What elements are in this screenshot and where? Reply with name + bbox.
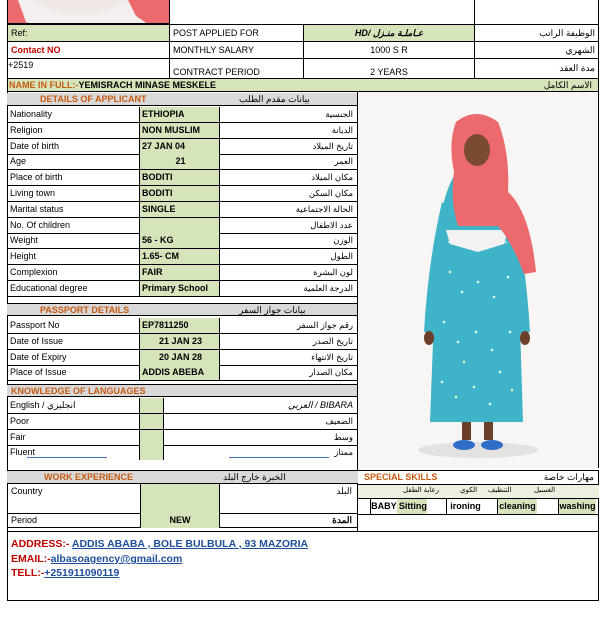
tel-link[interactable]: +251911090119 <box>44 567 120 579</box>
applicant-row-label: Date of birth <box>7 139 140 154</box>
passport-row <box>7 350 357 366</box>
contact-label: Contact NO <box>7 41 170 59</box>
skill-item: washing <box>558 499 596 514</box>
applicant-row <box>7 186 357 202</box>
email-link[interactable]: albasoagency@gmail.com <box>50 553 183 565</box>
address-value[interactable]: ADDIS ABABA , BOLE BULBULA , 93 MAZORIA <box>71 538 309 550</box>
contract-value: 2 YEARS <box>303 58 475 79</box>
applicant-row <box>7 202 357 218</box>
skill-ar-label: التنظيف <box>488 487 512 494</box>
language-row-cell <box>140 430 164 445</box>
applicant-row-label: Marital status <box>7 202 140 217</box>
work-title: WORK EXPERIENCE <box>44 472 134 482</box>
name-bar <box>7 78 599 92</box>
language-row-ar: وسط <box>333 431 353 442</box>
applicant-row-value <box>140 218 220 233</box>
address-label: ADDRESS:- <box>11 538 70 550</box>
applicant-row <box>7 233 357 249</box>
applicant-row-label: Living town <box>7 186 140 201</box>
contract-label: CONTRACT PERIOD <box>169 58 304 79</box>
applicant-row-ar: مكان السكن <box>308 188 353 198</box>
passport-row <box>7 318 357 334</box>
email-line <box>11 553 182 565</box>
language-english-label: English / انجليزي <box>7 398 140 413</box>
language-row-label: Poor <box>7 414 140 429</box>
language-row-label: Fair <box>7 430 140 445</box>
top-photo-frame <box>7 0 170 24</box>
email-label: EMAIL:- <box>11 553 51 565</box>
work-title-ar: الخبرة خارج البلد <box>223 472 286 482</box>
fluent-underline-right <box>229 457 329 458</box>
passport-row-ar: رقم جواز السفر <box>296 320 353 330</box>
post-ar: الوظيفة الراتب <box>474 24 599 42</box>
language-row-cell <box>140 414 164 429</box>
applicant-row-label: Educational degree <box>7 281 140 296</box>
passport-row-label: Date of Issue <box>7 334 140 349</box>
contract-ar: مدة العقد <box>474 58 599 79</box>
language-row-label: Fluent <box>7 445 140 460</box>
applicant-row-ar: الوزن <box>333 235 353 246</box>
applicant-row <box>7 170 357 186</box>
applicant-photo <box>358 92 599 468</box>
post-label: POST APPLIED FOR <box>169 24 304 42</box>
tel-label: TELL:- <box>11 567 45 579</box>
work-period-label: Period <box>11 515 38 525</box>
applicant-section-header <box>7 93 357 106</box>
applicant-row-value: 56 - KG <box>140 233 220 248</box>
applicant-row <box>7 218 357 234</box>
applicant-row-ar: العمر <box>334 156 353 167</box>
applicant-row <box>7 107 357 123</box>
salary-ar: الشهري <box>474 41 599 59</box>
phone-prefix: +2519 <box>7 58 170 79</box>
top-photo-image <box>8 0 170 24</box>
skills-title-ar: مهارات خاصة <box>543 472 594 482</box>
applicant-row-label: No. Of children <box>7 218 140 233</box>
applicant-row <box>7 154 357 170</box>
ref-label: Ref: <box>7 24 170 42</box>
passport-row-value: EP7811250 <box>140 318 220 333</box>
work-period-ar: المدة <box>332 515 352 525</box>
work-country-cell <box>140 484 220 499</box>
passport-row-label: Place of Issue <box>7 365 140 380</box>
passport-row-value: ADDIS ABEBA <box>140 365 220 380</box>
work-country-label: Country <box>11 486 43 496</box>
languages-section-header <box>7 384 357 397</box>
applicant-row-label: Nationality <box>7 107 140 122</box>
applicant-row <box>7 123 357 139</box>
applicant-row-label: Complexion <box>7 265 140 280</box>
passport-title: PASSPORT DETAILS <box>40 305 130 315</box>
skills-title: SPECIAL SKILLS <box>364 472 438 482</box>
applicant-row-ar: الطول <box>330 251 353 262</box>
language-row-cell <box>140 445 164 460</box>
applicant-row-ar: عدد الاطفال <box>310 219 353 230</box>
skill-ar-label: الكوي <box>460 487 478 494</box>
work-blank-cell <box>140 499 220 514</box>
tel-line <box>11 567 119 579</box>
passport-row <box>7 334 357 350</box>
applicant-row-label: Age <box>7 154 140 169</box>
applicant-row-value: SINGLE <box>140 202 220 217</box>
skill-item: cleaning <box>497 499 537 514</box>
applicant-row-label: Weight <box>7 233 140 248</box>
salary-label: MONTHLY SALARY <box>169 41 304 59</box>
language-english-cell <box>140 398 164 413</box>
applicant-row-ar: لون البشرة <box>313 267 353 277</box>
skill-ar-label: رعاية الطفل <box>403 487 439 494</box>
applicant-row <box>7 249 357 265</box>
work-section-header <box>7 470 358 484</box>
language-row <box>7 414 357 430</box>
applicant-row-label: Religion <box>7 123 140 138</box>
address-line <box>11 538 308 550</box>
applicant-row-value: BODITI <box>140 186 220 201</box>
language-row <box>7 430 357 446</box>
skill-item: BABY Sitting <box>370 499 427 514</box>
language-row-ar: الضعيف <box>325 416 353 426</box>
language-row <box>7 445 357 461</box>
applicant-row <box>7 139 357 155</box>
work-country-ar: البلد <box>336 486 352 496</box>
applicant-row-ar: الدرجة العلمية <box>303 282 353 293</box>
applicant-row-value: 21 <box>140 154 220 169</box>
applicant-title: DETAILS OF APPLICANT <box>40 94 147 104</box>
language-arabic-label: العربي / BIBARA <box>287 400 353 410</box>
name-ar: الاسم الكامل <box>543 80 592 90</box>
passport-row-ar: تاريخ الصدر <box>312 335 353 346</box>
applicant-row-ar: الديانة <box>331 124 353 135</box>
languages-title: KNOWLEDGE OF LANGUAGES <box>11 386 146 396</box>
passport-section-header <box>7 303 357 316</box>
language-header-row <box>7 398 357 414</box>
applicant-row-value: NON MUSLIM <box>140 123 220 138</box>
passport-title-ar: بيانات جواز السفر <box>239 305 306 315</box>
passport-row <box>7 365 357 381</box>
applicant-row <box>7 281 357 297</box>
applicant-row-label: Height <box>7 249 140 264</box>
applicant-row-value: 1.65- CM <box>140 249 220 264</box>
name-value: YEMISRACH MINASE MESKELE <box>78 80 217 90</box>
post-value: HD/ عـاملـة منـزل <box>303 24 475 42</box>
applicant-row-value: Primary School <box>140 281 220 296</box>
passport-row-ar: مكان الصدار <box>309 367 353 378</box>
applicant-row-value: BODITI <box>140 170 220 185</box>
applicant-photo-image <box>358 92 599 468</box>
applicant-row-value: FAIR <box>140 265 220 280</box>
top-right-box <box>474 0 599 24</box>
passport-row-label: Date of Expiry <box>7 350 140 365</box>
applicant-row-ar: مكان الميلاد <box>311 172 353 183</box>
salary-value: 1000 S R <box>303 41 475 59</box>
fluent-underline <box>27 457 107 458</box>
passport-row-value: 21 JAN 23 <box>140 334 220 349</box>
passport-row-label: Passport No <box>7 318 140 333</box>
applicant-row-ar: الحالة الاجتماعية <box>295 203 353 214</box>
applicant-row-value: 27 JAN 04 <box>140 139 220 154</box>
name-label: NAME IN FULL:- <box>9 80 79 90</box>
applicant-row <box>7 265 357 281</box>
work-period-value: NEW <box>140 513 220 528</box>
skill-item: ironing <box>446 499 484 514</box>
applicant-title-ar: بيانات مقدم الطلب <box>239 94 310 104</box>
applicant-row-label: Place of birth <box>7 170 140 185</box>
applicant-row-value: ETHIOPIA <box>140 107 220 122</box>
applicant-row-ar: الجنسية <box>325 109 353 119</box>
passport-row-value: 20 JAN 28 <box>140 350 220 365</box>
applicant-row-ar: تاريخ الميلاد <box>312 140 353 151</box>
skills-sub-row <box>358 484 599 498</box>
passport-row-ar: تاريخ الانتهاء <box>311 351 353 362</box>
skill-ar-label: الغسيل <box>534 487 556 494</box>
language-row-ar: ممتاز <box>334 447 353 457</box>
